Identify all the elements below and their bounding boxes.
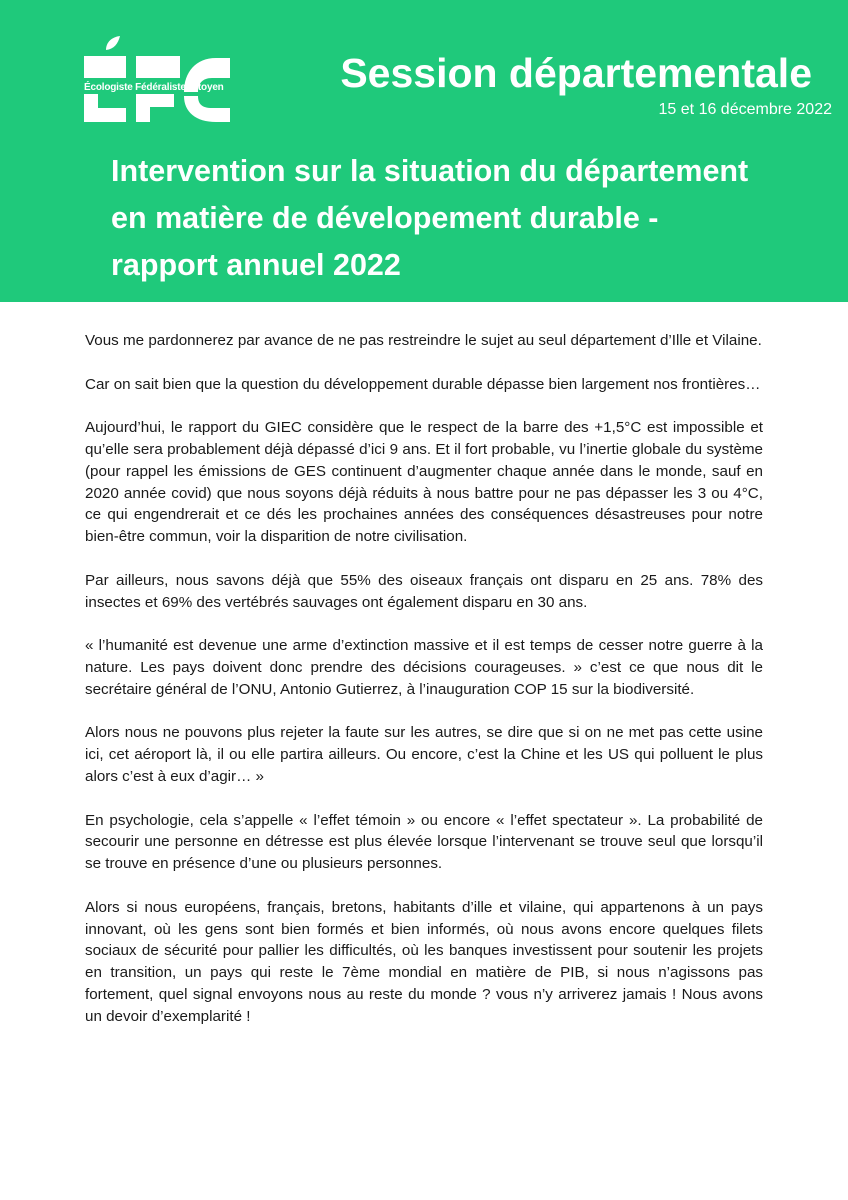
intervention-title-line: rapport annuel 2022	[111, 248, 401, 282]
efc-logo	[84, 36, 230, 124]
logo-tagline: Écologiste Fédéraliste Citoyen	[84, 82, 224, 93]
paragraph: Alors si nous européens, français, bretons, habitants d’ille et vilaine, qui appartenons à un pays innovant, où les gens sont bien formés et bien informés, où nous avons encore quelques filets sociaux de sécurité pour pallier les difficultés, où les banques investissent pour soutenir les projets en transition, un pays qui reste le 7ème mondial en matière de PIB, si nous n’agissons pas fortement, quel signal envoyons nous au reste du monde ? vous n’y arriverez jamais ! Nous avons un devoir d’exemplarité !	[85, 898, 763, 1025]
efc-logo-mark	[84, 36, 230, 124]
intervention-title	[111, 148, 811, 289]
header-banner	[0, 0, 848, 302]
body-text	[85, 330, 763, 1049]
paragraph: Alors nous ne pouvons plus rejeter la faute sur les autres, se dire que si on ne met pas cette usine ici, cet aéroport là, il ou elle partira ailleurs. Ou encore, c’est la Chine et les US qui polluent le plus alors c’est à eux d’agir… »	[85, 724, 763, 785]
paragraph: Aujourd’hui, le rapport du GIEC considère que le respect de la barre des +1,5°C est impossible et qu’elle sera probablement déjà dépassé d’ici 9 ans. Et il fort probable, vu l’inertie globale du système (pour rappel les émissions de GES continuent d’augmenter chaque année dans le monde, sauf en 2020 année covid) que nous soyons déjà réduits à nous battre pour ne pas dépasser les 3 ou 4°C, ce qui engendrerait et ce dés les prochaines années des conséquences désastreuses pour notre bien-être commun, voir la disparition de notre civilisation.	[85, 419, 763, 546]
paragraph: Par ailleurs, nous savons déjà que 55% des oiseaux français ont disparu en 25 ans. 78% des insectes et 69% des vertébrés sauvages ont également disparu en 30 ans.	[85, 571, 763, 611]
session-title: Session départementale	[340, 50, 812, 96]
paragraph: En psychologie, cela s’appelle « l’effet témoin » ou encore « l’effet spectateur ». La probabilité de secourir une personne en détresse est plus élevée lorsque l’intervenant se trouve seul que lorsqu’il se trouve en présence d’une ou plusieurs personnes.	[85, 811, 763, 873]
paragraph: Vous me pardonnerez par avance de ne pas restreindre le sujet au seul département d’Ille et Vilaine.	[85, 332, 762, 349]
intervention-title-line: Intervention sur la situation du département	[111, 154, 749, 188]
paragraph: Car on sait bien que la question du développement durable dépasse bien largement nos frontières…	[85, 375, 761, 393]
paragraph: « l’humanité est devenue une arme d’extinction massive et il est temps de cesser notre guerre à la nature. Les pays doivent donc prendre des décisions courageuses. » c’est ce que nous dit le secrétaire général de l’ONU, Antonio Gutierrez, à l’inauguration COP 15 sur la biodiversité.	[85, 637, 763, 698]
intervention-title-line: en matière de dévelopement durable -	[111, 201, 659, 235]
session-date: 15 et 16 décembre 2022	[658, 101, 832, 118]
